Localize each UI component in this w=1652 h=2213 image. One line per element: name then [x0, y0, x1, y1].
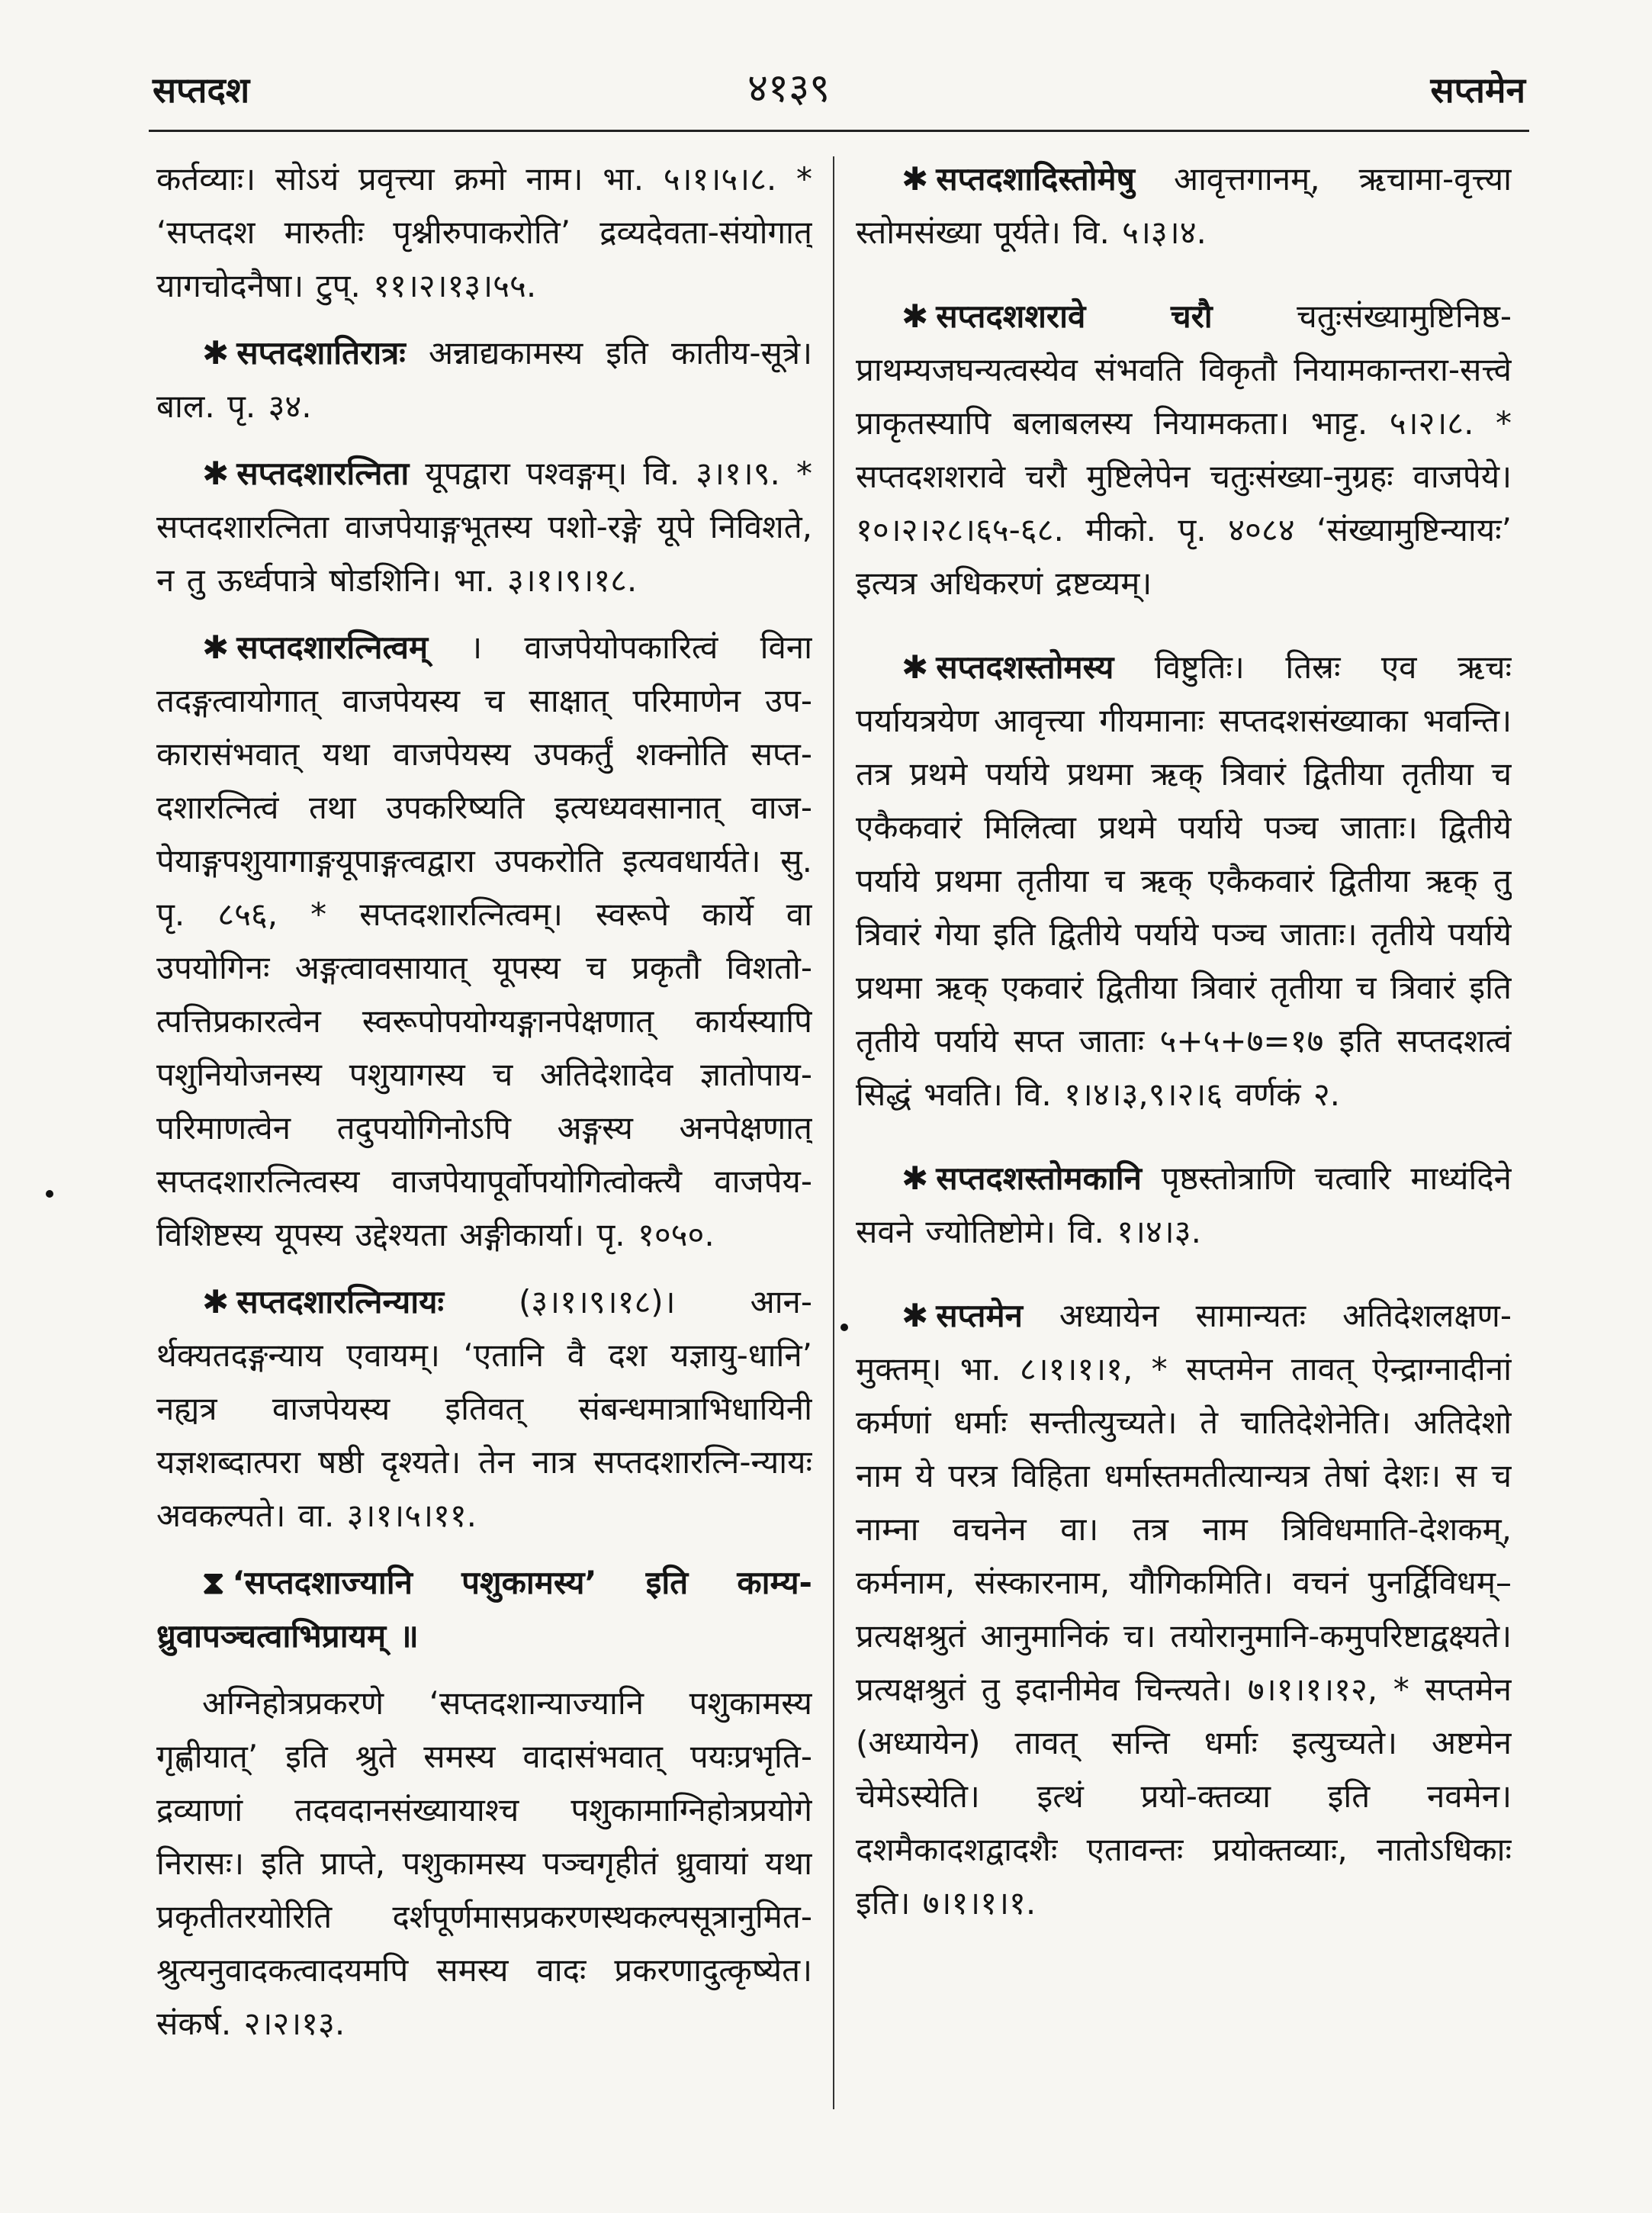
running-head-left: सप्तदश [153, 69, 250, 111]
entry-text: अन्नाद्यकामस्य इति कातीय-सूत्रे। बाल. पृ. ३४. [156, 334, 812, 425]
entry-text: आवृत्तगानम्, ऋचामा-वृत्त्या स्तोमसंख्या पूर्यते। वि. ५।३।४. [856, 160, 1512, 251]
margin-dot [840, 1324, 848, 1331]
entry-text: चतुःसंख्यामुष्टिनिष्ठ-प्राथम्यजघन्यत्वस्येव संभवति विकृतौ नियामकान्तरा-सत्त्वे प्राकृतस्यापि बलाबलस्य नियामकता। भाट्ट. ५।२।८. * सप्तदशशरावे चरौ मुष्टिलेपेन चतुःसंख्या-नुग्रहः वाजपेये। १०।२।२८।६५-६८. मीको. पृ. ४०८४ ‘संख्यामुष्टिन्यायः’ इत्यत्र अधिकरणं द्रष्टव्यम्। [856, 298, 1512, 602]
page-number: ४१३९ [747, 66, 831, 111]
entry-text: यूपद्वारा पश्वङ्गम्। वि. ३।१।९. * सप्तदशारत्निता वाजपेयाङ्गभूतस्य पशो-रङ्गे यूपे निविशते, न तु ऊर्ध्वपात्रे षोडशिनि। भा. ३।१।९।१८. [156, 455, 812, 599]
left-column [156, 153, 812, 2151]
entry-term: सप्तदशस्तोमस्य [936, 648, 1114, 686]
entry-marker-icon: ✱ [202, 455, 230, 492]
entry-term: सप्तदशादिस्तोमेषु [936, 160, 1135, 198]
entry-marker-icon: ✱ [202, 1283, 230, 1320]
entry-paragraph [156, 1275, 812, 1542]
entry-paragraph [856, 1152, 1512, 1259]
page-header [153, 60, 1525, 121]
entry-term: सप्तदशशरावे चरौ [936, 298, 1213, 335]
entry-term: सप्तदशारत्निन्यायः [236, 1283, 444, 1320]
entry-term: सप्तदशारत्नित्वम् [236, 629, 429, 666]
entry-term: सप्तमेन [936, 1297, 1023, 1334]
entry-marker-icon: ✱ [902, 648, 929, 686]
entry-text: विष्टुतिः। तिस्रः एव ऋचः पर्यायत्रयेण आवृत्त्या गीयमानाः सप्तदशसंख्याका भवन्ति। तत्र प्रथमे पर्याये प्रथमा ऋक् त्रिवारं द्वितीया तृतीया च एकैकवारं मिलित्वा प्रथमे पर्याये पञ्च जाताः। द्वितीये पर्याये प्रथमा तृतीया च ऋक् एकैकवारं द्वितीया ऋक् तु त्रिवारं गेया इति द्वितीये पर्याये पञ्च जाताः। तृतीये पर्याये प्रथमा ऋक् एकवारं द्वितीया त्रिवारं तृतीया च त्रिवारं इति तृतीये पर्याये सप्त जाताः ५+५+७=१७ इति सप्तदशत्वं सिद्धं भवति। वि. १।४।३,९।२।६ वर्णकं २. [856, 648, 1512, 1113]
entry-marker-icon: ✱ [902, 160, 929, 198]
entry-marker-icon: ✱ [902, 1160, 929, 1197]
entry-paragraph [156, 447, 812, 607]
entry-paragraph [156, 326, 812, 433]
entry-term: सप्तदशस्तोमकानि [936, 1160, 1142, 1197]
entry-term: सप्तदशारत्निता [236, 455, 410, 492]
entry-paragraph [156, 1556, 812, 1663]
entry-paragraph [856, 1289, 1512, 1930]
column-divider [833, 156, 834, 2109]
entry-marker-icon: ✱ [902, 1297, 929, 1334]
entry-marker-icon: ✱ [202, 629, 230, 666]
entry-paragraph: कर्तव्याः। सोऽयं प्रवृत्त्या क्रमो नाम। भा. ५।१।५।८. * ‘सप्तदश मारुतीः पृश्नीरुपाकरोति’ द्रव्यदेवता-संयोगात् यागचोदनैषा। टुप्. ११।२।१३।५५. [156, 160, 812, 304]
entry-text: अध्यायेन सामान्यतः अतिदेशलक्षण-मुक्तम्। भा. ८।१।१।१, * सप्तमेन तावत् ऐन्द्राग्नादीनां कर्मणां धर्माः सन्तीत्युच्यते। ते चातिदेशेनेति। अतिदेशो नाम ये परत्र विहिता धर्मास्तमतीत्यान्यत्र तेषां देशः। स च नाम्ना वचनेन वा। तत्र नाम त्रिविधमाति-देशकम्, कर्मनाम, संस्कारनाम, यौगिकमिति। वचनं पुनर्द्विविधम्–प्रत्यक्षश्रुतं आनुमानिकं च। तयोरानुमानि-कमुपरिष्टाद्वक्ष्यते। प्रत्यक्षश्रुतं तु इदानीमेव चिन्त्यते। ७।१।१।१२, * सप्तमेन (अध्यायेन) तावत् सन्ति धर्माः इत्युच्यते। अष्टमेन चेमेऽस्येति। इत्थं प्रयो-क्तव्या इति नवमेन। दशमैकादशद्वादशैः एतावन्तः प्रयोक्तव्याः, नातोऽधिकाः इति। ७।१।१।१. [856, 1297, 1512, 1922]
entry-text: (३।१।९।१८)। आन-र्थक्यतदङ्गन्याय एवायम्। ‘एतानि वै दश यज्ञायु-धानि’ नह्यत्र वाजपेयस्य इतिवत् संबन्धमात्राभिधायिनी यज्ञशब्दात्परा षष्ठी दृश्यते। तेन नात्र सप्तदशारत्नि-न्यायः अवकल्पते। वा. ३।१।५।११. [156, 1283, 812, 1534]
entry-text: अग्निहोत्रप्रकरणे ‘सप्तदशान्याज्यानि पशुकामस्य गृह्णीयात्’ इति श्रुते समस्य वादासंभवात् पयःप्रभृति-द्रव्याणां तदवदानसंख्यायाश्च पशुकामाग्निहोत्रप्रयोगे निरासः। इति प्राप्ते, पशुकामस्य पञ्चगृहीतं ध्रुवायां यथा प्रकृतीतरयोरिति दर्शपूर्णमासप्रकरणस्थकल्पसूत्रानुमित-श्रुत्यनुवादकत्वादयमपि समस्य वादः प्रकरणादुत्कृष्येत। संकर्ष. २।२।१३. [156, 1684, 812, 2042]
entry-paragraph [856, 153, 1512, 259]
entry-marker-icon: ✱ [902, 298, 929, 335]
entry-marker-icon: ✱ [202, 334, 230, 372]
entry-text: पृष्ठस्तोत्राणि चत्वारि माध्यंदिने सवने ज्योतिष्टोमे। वि. १।४।३. [856, 1160, 1512, 1250]
header-rule [149, 130, 1529, 132]
entry-term: सप्तदशातिरात्रः [236, 334, 406, 372]
right-column [856, 153, 1512, 2151]
entry-paragraph [156, 1677, 812, 2051]
entry-term: ‘सप्तदशाज्यानि पशुकामस्य’ इति काम्य-ध्रुवापञ्चत्वाभिप्रायम् ॥ [156, 1564, 812, 1655]
hourglass-icon: ⧗ [202, 1564, 225, 1601]
entry-paragraph [856, 290, 1512, 610]
running-head-right: सप्तमेन [1430, 69, 1525, 111]
entry-paragraph [856, 641, 1512, 1121]
entry-paragraph [156, 621, 812, 1262]
entry-text: । वाजपेयोपकारित्वं विना तदङ्गत्वायोगात् वाजपेयस्य च साक्षात् परिमाणेन उप-कारासंभवात् यथा वाजपेयस्य उपकर्तुं शक्नोति सप्त-दशारत्नित्वं तथा उपकरिष्यति इत्यध्यवसानात् वाज-पेयाङ्गपशुयागाङ्गयूपाङ्गत्वद्वारा उपकरोति इत्यवधार्यते। सु. पृ. ८५६, * सप्तदशारत्नित्वम्। स्वरूपे कार्ये वा उपयोगिनः अङ्गत्वावसायात् यूपस्य च प्रकृतौ विशतो-त्पत्तिप्रकारत्वेन स्वरूपोपयोग्यङ्गानपेक्षणात् कार्यस्यापि पशुनियोजनस्य पशुयागस्य च अतिदेशादेव ज्ञातोपाय-परिमाणत्वेन तदुपयोगिनोऽपि अङ्गस्य अनपेक्षणात् सप्तदशारत्नित्वस्य वाजपेयापूर्वोपयोगित्वोक्त्यै वाजपेय-विशिष्टस्य यूपस्य उद्देश्यता अङ्गीकार्या। पृ. १०५०. [156, 629, 812, 1253]
margin-dot [46, 1190, 53, 1198]
